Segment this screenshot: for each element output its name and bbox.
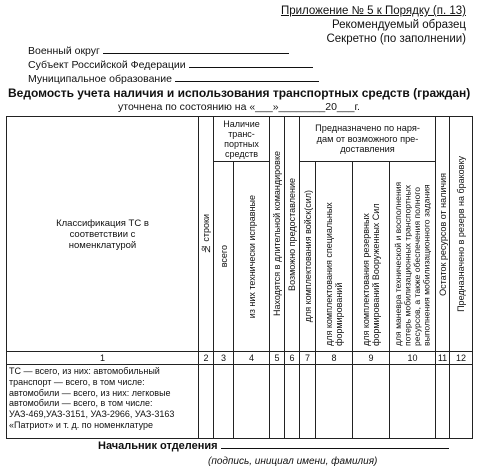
table-cell[interactable] (450, 365, 473, 439)
header-row-number: № строки (199, 117, 214, 352)
appendix-reference (281, 4, 466, 18)
military-district-field[interactable] (28, 43, 289, 57)
document-title: Ведомость учета наличия и использования транспортных средств (граждан) (8, 86, 471, 100)
municipality-line (175, 71, 319, 82)
municipality-label: Муниципальное образование (28, 73, 172, 85)
table-cell[interactable] (353, 365, 390, 439)
header-classification: Классификация ТС в соответствии с номенклатурой (7, 117, 199, 352)
table-cell[interactable] (270, 365, 285, 439)
column-number: 3 (214, 352, 234, 365)
recommended-sample: Рекомендуемый образец (331, 19, 466, 31)
header-special-formations: для комплектования специальных формирований (316, 162, 353, 352)
federation-subject-line (189, 57, 313, 68)
column-number: 1 (7, 352, 199, 365)
table-cell[interactable] (199, 365, 214, 439)
header-serviceable: из них технически исправные (234, 162, 270, 352)
document-subtitle: уточнена по состоянию на «___»________20___г. (118, 101, 360, 113)
table-cell[interactable] (316, 365, 353, 439)
military-district-line (103, 43, 289, 54)
header-possible: Возможно предоставление (285, 117, 300, 352)
header-availability-group: Наличие транс- портных средств (214, 117, 270, 162)
signature-label: Начальник отделения (98, 440, 218, 452)
signature-field[interactable] (98, 438, 449, 452)
vehicles-table (6, 116, 473, 439)
table-cell[interactable] (300, 365, 316, 439)
column-number: 10 (390, 352, 436, 365)
column-number: 12 (450, 352, 473, 365)
table-row (7, 365, 473, 439)
appendix-text: Приложение № 5 к Порядку (п. 13) (280, 5, 466, 17)
header-scrap-reserve: Предназначено в резерв на браковку (450, 117, 473, 352)
secrecy-mark: Секретно (по заполнении) (326, 33, 466, 45)
header-assigned-group: Предназначено по наря- дам от возможного пре- доставления (300, 117, 436, 162)
table-cell[interactable] (390, 365, 436, 439)
military-district-label: Военный округ (28, 45, 100, 57)
header-total: всего (214, 162, 234, 352)
header-remaining: Остаток ресурсов от наличия (436, 117, 450, 352)
column-number: 2 (199, 352, 214, 365)
table-cell[interactable] (214, 365, 234, 439)
column-number: 9 (353, 352, 390, 365)
table-cell[interactable] (234, 365, 270, 439)
header-reserve-formations: для комплектования резервных формирований Вооруженных Сил (353, 162, 390, 352)
column-number: 8 (316, 352, 353, 365)
signature-line (221, 438, 449, 449)
column-number: 11 (436, 352, 450, 365)
column-number: 6 (285, 352, 300, 365)
municipality-field[interactable] (28, 71, 319, 85)
vehicle-classification-cell: ТС — всего, из них: автомобильный транспорт — всего, в том числе: автомобили — всего, из них: легковые автомобили — всего, в том числе: УАЗ-469,УАЗ-3151, УАЗ-2966, УАЗ-3163 «Патриот» и т. д. по номенклатуре (7, 365, 199, 439)
header-long-mission: Находятся в длительной командировке (270, 117, 285, 352)
table-cell[interactable] (436, 365, 450, 439)
header-armed-forces: для комплектования войск(сил) (300, 162, 316, 352)
federation-subject-field[interactable] (28, 57, 313, 71)
column-number: 7 (300, 352, 316, 365)
table-cell[interactable] (285, 365, 300, 439)
column-numbers-row (7, 352, 473, 365)
column-number: 4 (234, 352, 270, 365)
signature-note: (подпись, инициал имени, фамилия) (208, 456, 378, 467)
column-number: 5 (270, 352, 285, 365)
header-maneuver: для маневра технической и восполнения потерь мобилизационных транспортных ресурсов, а также обеспечения полного выполнения мобилизационного задания (390, 162, 436, 352)
federation-subject-label: Субъект Российской Федерации (28, 59, 186, 71)
